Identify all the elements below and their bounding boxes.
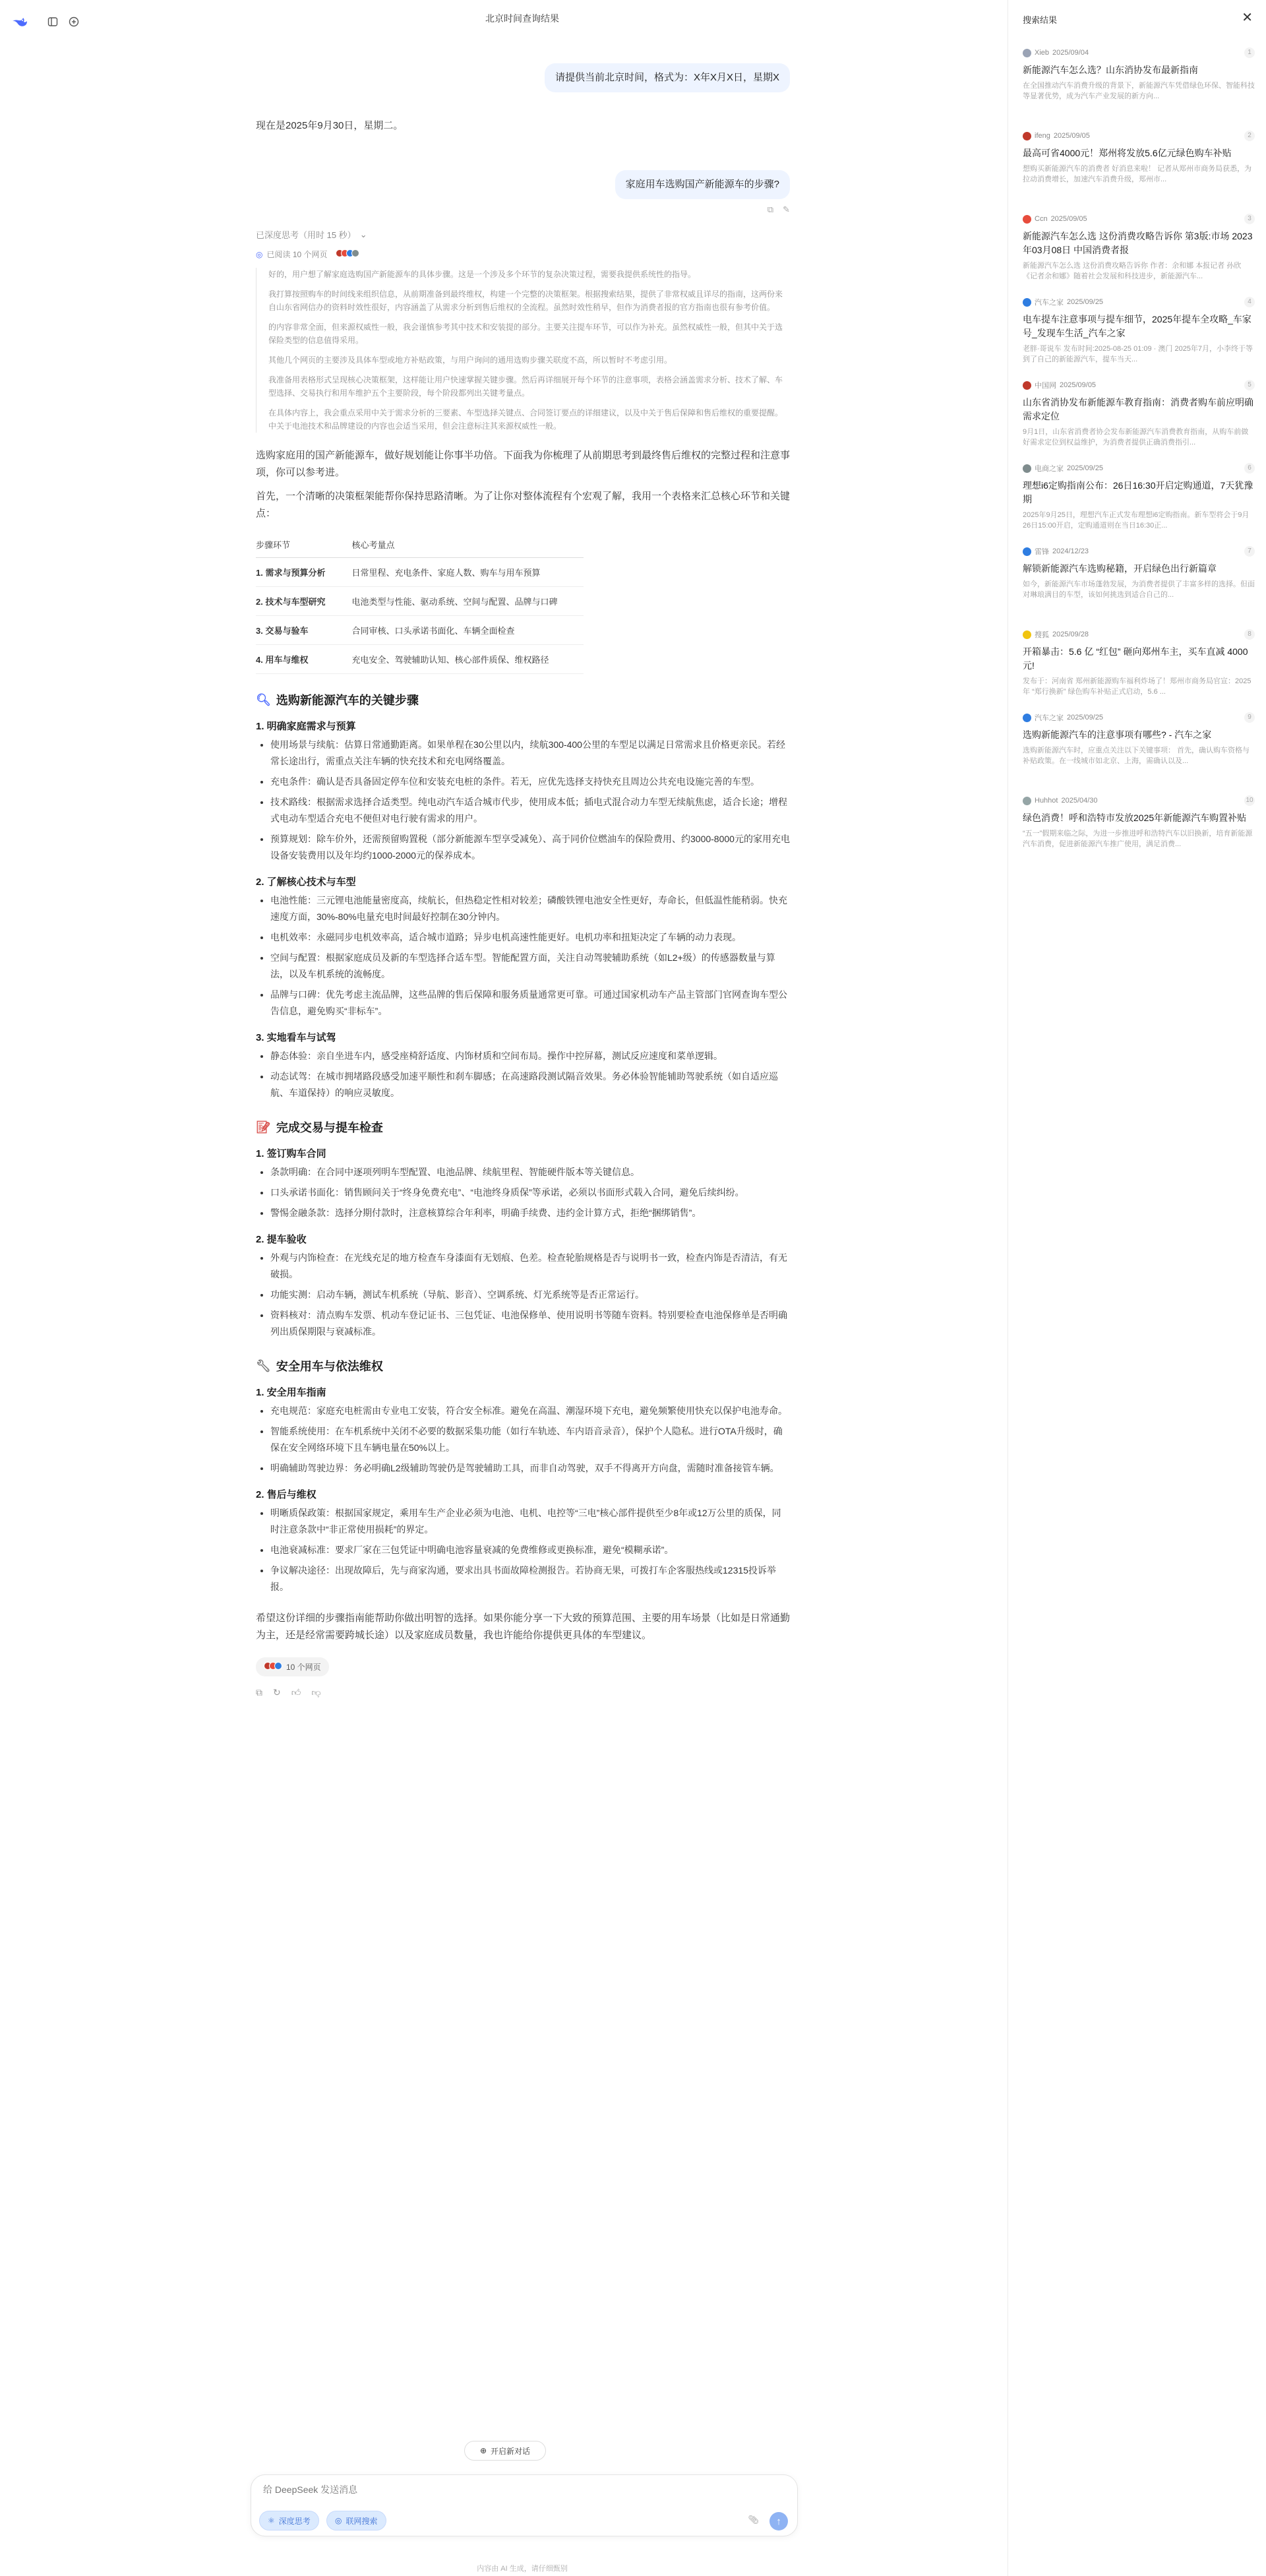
deepseek-logo-icon[interactable]: [11, 13, 29, 32]
subsection-heading: 2. 售后与维权: [256, 1489, 316, 1500]
search-result-item[interactable]: [1023, 380, 1255, 463]
list-item: • 功能实测：启动车辆，测试车机系统（导航、影音）、空调系统、灯光系统等是否正常运行。: [270, 1287, 790, 1303]
result-snippet: 在全国推动汽车消费升级的背景下，新能源汽车凭借绿色环保、智能科技等显著优势，成为汽车产业发展的新方向...: [1023, 82, 1255, 100]
arrow-up-icon: ↑: [776, 2515, 781, 2527]
bullet-list: [256, 1505, 790, 1595]
list-item: • 充电规范：家庭充电桩需由专业电工安装，符合安全标准。避免在高温、潮湿环境下充电，避免频繁使用快充以保护电池寿命。: [270, 1403, 790, 1419]
site-favicon-icon: [1023, 381, 1031, 390]
result-number: 7: [1244, 546, 1255, 557]
result-number: 1: [1244, 47, 1255, 58]
result-title[interactable]: 解锁新能源汽车选购秘籍，开启绿色出行新篇章: [1023, 563, 1217, 574]
section-title: 安全用车与依法维权: [276, 1360, 383, 1373]
list-item: • 电机效率：永磁同步电机效率高，适合城市道路；异步电机高速性能更好。电机功率和扭矩决定了车辆的动力表现。: [270, 929, 790, 946]
attach-icon[interactable]: 📎︎: [748, 2515, 759, 2525]
thumbs-down-icon[interactable]: 👎︎: [311, 1687, 321, 1698]
result-meta: [1023, 795, 1255, 806]
subsection-heading: 2. 了解核心技术与车型: [256, 876, 356, 888]
copy-icon[interactable]: ⧉: [256, 1687, 262, 1698]
result-date: 2025/09/25: [1067, 714, 1104, 721]
chat-main: [37, 0, 1008, 2576]
list-item: • 条款明确：在合同中逐项列明车型配置、电池品牌、续航里程、智能硬件版本等关键信息。: [270, 1164, 790, 1181]
sources-button[interactable]: [256, 1657, 329, 1676]
result-number: 10: [1244, 795, 1255, 806]
think-header-label: 已深度思考（用时 15 秒）: [256, 230, 356, 240]
globe-icon: ◎: [256, 249, 263, 259]
list-item: • 技术路线：根据需求选择合适类型。纯电动汽车适合城市代步，使用成本低；插电式混合动力车型无续航焦虑，适合长途；增程式电动车型适合充电不便但对电行驶有需求的用户。: [270, 794, 790, 827]
think-paragraph: 我准备用表格形式呈现核心决策框架，这样能让用户快速掌握关键步骤。然后再详细展开每个环节的注意事项，表格会涵盖需求分析、技术了解、车型选择、交易执行和用车维护五个主要阶段，每个阶段都列出关键考量点。: [268, 375, 783, 398]
result-source: 雷锋: [1035, 548, 1049, 556]
result-meta: [1023, 463, 1255, 474]
list-item: • 警惕金融条款：选择分期付款时，注意核算综合年利率，明确手续费、违约金计算方式，拒绝“捆绑销售”。: [270, 1205, 790, 1221]
search-result-item[interactable]: [1023, 795, 1255, 878]
ai-disclaimer: 内容由 AI 生成，请仔细甄别: [477, 2565, 568, 2573]
result-source: Ccn: [1035, 215, 1048, 223]
list-item: • 预算规划：除车价外，还需预留购置税（部分新能源车型享受减免）、高于同价位燃油车的保险费用、约3000-8000元的家用充电设备安装费用以及年均约1000-2000元的保养成本。: [270, 831, 790, 864]
new-chat-button[interactable]: [464, 2441, 546, 2461]
user-message: 家庭用车选购国产新能源车的步骤?: [615, 170, 790, 199]
list-item: • 静态体验：亲自坐进车内，感受座椅舒适度、内饰材质和空间布局。操作中控屏幕，测试反应速度和菜单逻辑。: [270, 1048, 790, 1064]
result-date: 2025/09/25: [1067, 298, 1104, 306]
result-source: Xieb: [1035, 49, 1050, 57]
result-date: 2025/04/30: [1061, 797, 1098, 805]
table-row: [256, 645, 584, 674]
result-meta: [1023, 214, 1255, 224]
search-result-item[interactable]: [1023, 214, 1255, 297]
user-message: 请提供当前北京时间，格式为：X年X月X日，星期X: [545, 63, 790, 92]
site-favicon-icon: [1023, 132, 1031, 140]
result-date: 2025/09/05: [1050, 215, 1087, 223]
list-item: • 动态试驾：在城市拥堵路段感受加速平顺性和刹车脚感；在高速路段测试隔音效果。务必体验智能辅助驾驶系统（如自适应巡航、车道保持）的响应灵敏度。: [270, 1068, 790, 1101]
result-title[interactable]: 最高可省4000元！郑州将发放5.6亿元绿色购车补贴: [1023, 148, 1232, 158]
subsection-heading: 1. 签订购车合同: [256, 1148, 326, 1159]
regenerate-icon[interactable]: ↻: [273, 1687, 281, 1698]
bullet-list: [256, 1048, 790, 1101]
result-title[interactable]: 新能源汽车怎么选？山东消协发布最新指南: [1023, 65, 1198, 75]
assistant-answer: 现在是2025年9月30日，星期二。: [256, 120, 404, 131]
result-source: 搜狐: [1035, 631, 1049, 639]
think-toggle[interactable]: [256, 228, 790, 241]
result-title[interactable]: 理想i6定购指南公布：26日16:30开启定购通道，7天犹豫期: [1023, 480, 1253, 505]
conversation: [256, 63, 790, 1698]
result-meta: [1023, 131, 1255, 141]
list-item: • 口头承诺书面化：销售顾问关于“终身免费充电”、“电池终身质保”等承诺，必须以书面形式载入合同，避免后续纠纷。: [270, 1184, 790, 1201]
search-result-item[interactable]: [1023, 131, 1255, 214]
table-row: [256, 587, 584, 616]
result-meta: [1023, 629, 1255, 640]
result-date: 2025/09/28: [1052, 630, 1089, 638]
table-row: [256, 616, 584, 645]
search-results-panel: [1008, 0, 1266, 2576]
search-result-item[interactable]: [1023, 463, 1255, 546]
result-number: 6: [1244, 463, 1255, 474]
bullet-list: [256, 1164, 790, 1221]
new-chat-label: 开启新对话: [491, 2446, 531, 2456]
site-favicon-icon: [1023, 49, 1031, 57]
list-item: • 资料核对：清点购车发票、机动车登记证书、三包凭证、电池保修单、使用说明书等随车资料。特别要检查电池保修单是否明确列出质保期限与衰减标准。: [270, 1307, 790, 1340]
subsection-heading: 1. 安全用车指南: [256, 1387, 326, 1398]
search-result-item[interactable]: [1023, 629, 1255, 712]
list-item: • 充电条件：确认是否具备固定停车位和安装充电桩的条件。若无，应优先选择支持快充且周边公共充电设施完善的车型。: [270, 774, 790, 790]
result-meta: [1023, 47, 1255, 58]
think-paragraph: 我打算按照购车的时间线来组织信息，从前期准备到最终维权，构建一个完整的决策框架。根据搜索结果，提供了非常权威且详尽的指南，这两份来自山东省网信办的资料时效性很好，内容涵盖了从需求分析到售后维权的全流程。虽然时效性稍早，但作为消费者报的官方指南也很有参考价值。: [268, 290, 783, 312]
sources-label: 10 个网页: [286, 1663, 321, 1672]
subsection-heading: 2. 提车验收: [256, 1234, 307, 1245]
list-item: • 空间与配置：根据家庭成员及新的车型选择合适车型。智能配置方面，关注自动驾驶辅助系统（如L2+级）的传感器数量与算法，以及车机系统的流畅度。: [270, 950, 790, 983]
page-title: 北京时间查询结果: [485, 13, 559, 24]
table-cell: 日常里程、充电条件、家庭人数、购车与用车预算: [351, 558, 584, 587]
section-title: 完成交易与提车检查: [276, 1121, 383, 1134]
chevron-down-icon: ⌄: [359, 229, 367, 239]
result-meta: [1023, 380, 1255, 390]
result-title[interactable]: 新能源汽车怎么选 这份消费攻略告诉你 第3版:市场 2023年03月08日 中国消费者报: [1023, 231, 1253, 255]
list-item: • 电池衰减标准：要求厂家在三包凭证中明确电池容量衰减的免费维修或更换标准，避免“模糊承诺”。: [270, 1542, 790, 1558]
result-source: ifeng: [1035, 132, 1050, 140]
message-actions: [256, 1687, 790, 1698]
site-favicon-icon: [1023, 547, 1031, 556]
site-favicon-icon: [1023, 797, 1031, 805]
section-heading: [256, 691, 790, 708]
closing-paragraph: 希望这份详细的步骤指南能帮助你做出明智的选择。如果你能分享一下大致的预算范围、主要的用车场景（比如是日常通勤为主，还是经常需要跨城长途）以及家庭成员数量，我也许能给你提供更具体的车型建议。: [256, 1612, 791, 1641]
search-result-item[interactable]: [1023, 297, 1255, 380]
result-source: 电商之家: [1035, 465, 1064, 473]
site-favicon-icon: [1023, 714, 1031, 722]
result-title[interactable]: 山东省消协发布新能源车教育指南：消费者购车前应明确需求定位: [1023, 397, 1253, 421]
result-snippet: 老胖·哥说车 发布时间:2025-08-25 01:09 · 澳门 2025年7月，小李终于等到了自己的新能源汽车，提车当天...: [1023, 345, 1253, 363]
section-heading: [256, 1357, 790, 1374]
copy-icon[interactable]: ⧉: [767, 204, 774, 214]
list-item: • 使用场景与续航：估算日常通勤距离。如果单程在30公里以内，续航300-400公里的车型足以满足日常需求且价格更亲民。若经常长途出行，需重点关注车辆的快充技术和充电网络覆盖。: [270, 737, 790, 770]
table-header: 步骤环节: [256, 532, 351, 558]
summary-table: [256, 532, 584, 674]
result-source: 中国网: [1035, 382, 1056, 390]
result-source: Huhhot: [1035, 797, 1058, 805]
list-item: • 品牌与口碑：优先考虑主流品牌，这些品牌的售后保障和服务质量通常更可靠。可通过国家机动车产品主管部门官网查询车型公告信息，避免购买“非标车”。: [270, 987, 790, 1020]
search-results-list: [1023, 47, 1255, 878]
thumbs-up-icon[interactable]: 👍︎: [291, 1687, 301, 1698]
chat-input-box: [251, 2474, 798, 2536]
result-date: 2025/09/05: [1060, 381, 1097, 389]
list-item: • 争议解决途径：出现故障后，先与商家沟通，要求出具书面故障检测报告。若协商无果，可拨打车企客服热线或12315投诉举报。: [270, 1562, 790, 1595]
result-title[interactable]: 选购新能源汽车的注意事项有哪些? - 汽车之家: [1023, 729, 1212, 740]
deep-think-label: 深度思考: [278, 2516, 311, 2526]
site-favicon-icon: [1023, 464, 1031, 473]
table-cell: 4. 用车与维权: [256, 645, 351, 674]
table-cell: 2. 技术与车型研究: [256, 587, 351, 616]
result-snippet: 如今，新能源汽车市场蓬勃发展，为消费者提供了丰富多样的选择。但面对琳琅满目的车型，该如何挑选到适合自己的...: [1023, 580, 1255, 599]
site-favicon-icon: [1023, 215, 1031, 224]
atom-icon: ⚛: [268, 2516, 275, 2525]
table-row: [256, 558, 584, 587]
result-source: 汽车之家: [1035, 714, 1064, 722]
result-title[interactable]: 绿色消费！呼和浩特市发放2025年新能源汽车购置补贴: [1023, 813, 1247, 823]
subsection-heading: 3. 实地看车与试驾: [256, 1032, 336, 1043]
search-result-item[interactable]: [1023, 47, 1255, 131]
result-number: 4: [1244, 297, 1255, 307]
list-item: • 明确辅助驾驶边界：务必明确L2级辅助驾驶仍是驾驶辅助工具，而非自动驾驶，双手不得离开方向盘，需随时准备接管车辆。: [270, 1460, 790, 1477]
think-paragraph: 在具体内容上，我会重点采用中关于需求分析的三要素、车型选择关键点、合同签订要点的详细建议，以及中关于售后保障和售后维权的重要提醒。中关于电池技术和品牌建设的内容也会适当采用，但会注意标注其来源权威性一般。: [268, 408, 783, 431]
result-snippet: 9月1日，山东省消费者协会发布新能源汽车消费教育指南，从购车前做好需求定位到权益维护，为消费者提供正确消费指引...: [1023, 428, 1249, 446]
bullet-list: [256, 1403, 790, 1477]
result-number: 3: [1244, 214, 1255, 224]
search-result-item[interactable]: [1023, 712, 1255, 795]
table-cell: 合同审核、口头承诺书面化、车辆全面检查: [351, 616, 584, 645]
answer-intro: 选购家庭用的国产新能源车，做好规划能让你事半功倍。下面我为你梳理了从前期思考到最终售后维权的完整过程和注意事项，你可以参考进。: [256, 450, 791, 478]
globe-icon: ◎: [335, 2516, 342, 2525]
result-date: 2025/09/04: [1052, 49, 1089, 57]
read-pages-label: 已阅读 10 个网页: [266, 250, 328, 259]
read-pages-row[interactable]: [256, 249, 790, 260]
bullet-list: [256, 892, 790, 1020]
icon-rail: [0, 0, 37, 2576]
table-header: 核心考量点: [351, 532, 584, 558]
list-item: • 外观与内饰检查：在光线充足的地方检查车身漆面有无划痕、色差。检查轮胎规格是否与说明书一致，检查内饰是否清洁，有无破损。: [270, 1250, 790, 1283]
result-meta: [1023, 546, 1255, 557]
bullet-list: [256, 1250, 790, 1340]
table-cell: 电池类型与性能、驱动系统、空间与配置、品牌与口碑: [351, 587, 584, 616]
web-search-toggle[interactable]: [326, 2511, 386, 2530]
think-paragraph: 好的，用户想了解家庭选购国产新能源车的具体步骤。这是一个涉及多个环节的复杂决策过程，需要我提供系统性的指导。: [268, 270, 696, 279]
result-snippet: 选购新能源汽车时，应重点关注以下关键事项： 首先，确认购车资格与补贴政策。在一线城市如北京、上海，需确认以及...: [1023, 747, 1250, 765]
close-icon[interactable]: ✕: [1242, 11, 1253, 25]
edit-icon[interactable]: ✎: [783, 204, 790, 214]
table-cell: 3. 交易与验车: [256, 616, 351, 645]
deep-think-toggle[interactable]: [259, 2511, 319, 2530]
source-favicons: [336, 249, 359, 259]
result-snippet: 发布于：河南省 郑州新能源购车福利炸场了！郑州市商务局官宣：2025 年 “郑行换新” 绿色购车补贴正式启动，5.6 ...: [1023, 677, 1251, 696]
result-snippet: 新能源汽车怎么选 这份消费攻略告诉你 作者：余和娜 本报记者 孙欣 《记者余和娜》随着社会发展和科技进步，新能源汽车...: [1023, 262, 1242, 280]
result-number: 9: [1244, 712, 1255, 723]
table-cell: 充电安全、驾驶辅助认知、核心部件质保、维权路径: [351, 645, 584, 674]
result-title[interactable]: 开箱暴击：5.6 亿 “红包” 砸向郑州车主，买车直减 4000 元!: [1023, 646, 1248, 671]
site-favicon-icon: [1023, 298, 1031, 307]
section-heading: [256, 1119, 790, 1136]
magnifier-icon: 🔍︎: [256, 692, 271, 706]
result-number: 2: [1244, 131, 1255, 141]
site-favicon-icon: [1023, 630, 1031, 639]
wrench-icon: 🔧︎: [256, 1359, 271, 1372]
memo-icon: 📝︎: [256, 1120, 271, 1134]
result-number: 5: [1244, 380, 1255, 390]
think-paragraph: 其他几个网页的主要涉及具体车型或地方补贴政策，与用户询问的通用选购步骤关联度不高，所以暂时不考虑引用。: [268, 355, 673, 365]
table-cell: 1. 需求与预算分析: [256, 558, 351, 587]
result-date: 2025/09/25: [1067, 464, 1104, 472]
result-number: 8: [1244, 629, 1255, 640]
think-paragraph: 的内容非常全面，但来源权威性一般，我会谨慎参考其中技术和安装提的部分。主要关注提车环节，可以作为补充。虽然权威性一般，但其中关于选保险类型的信息值得采用。: [268, 322, 783, 345]
bullet-list: [256, 737, 790, 864]
web-search-label: 联网搜索: [346, 2516, 378, 2526]
new-chat-icon: ⊕: [479, 2446, 487, 2455]
result-date: 2024/12/23: [1052, 547, 1089, 555]
search-result-item[interactable]: [1023, 546, 1255, 629]
send-button[interactable]: [769, 2512, 788, 2530]
answer-intro: 首先，一个清晰的决策框架能帮你保持思路清晰。为了让你对整体流程有个宏观了解，我用一个表格来汇总核心环节和关键点：: [256, 491, 791, 519]
user-message-actions: [256, 204, 790, 215]
result-snippet: “五一”假期来临之际，为进一步推进呼和浩特汽车以旧换新，培育新能源汽车消费，促进新能源汽车推广使用，满足消费...: [1023, 830, 1253, 848]
result-snippet: 2025年9月25日，理想汽车正式发布理想i6定购指南。新车型将会于9月26日15:00开启，定购通道则在当日16:30正...: [1023, 511, 1250, 530]
list-item: • 智能系统使用：在车机系统中关闭不必要的数据采集功能（如行车轨迹、车内语音录音），保护个人隐私。进行OTA升级时，确保在安全网络环境下且车辆电量在50%以上。: [270, 1423, 790, 1456]
list-item: • 电池性能：三元锂电池能量密度高，续航长，但热稳定性相对较差；磷酸铁锂电池安全性更好，寿命长，但低温性能稍弱。快充速度方面，30%-80%电量充电时间最好控制在30分钟内。: [270, 892, 790, 925]
result-meta: [1023, 297, 1255, 307]
message-input[interactable]: [263, 2484, 725, 2495]
result-meta: [1023, 712, 1255, 723]
subsection-heading: 1. 明确家庭需求与预算: [256, 721, 356, 732]
thinking-content: [256, 268, 790, 433]
section-title: 选购新能源汽车的关键步骤: [276, 694, 419, 707]
result-date: 2025/09/05: [1053, 132, 1090, 140]
panel-title: 搜索结果: [1023, 15, 1058, 25]
list-item: • 明晰质保政策：根据国家规定，乘用车生产企业必须为电池、电机、电控等“三电”核心部件提供至少8年或12万公里的质保，同时注意条款中“非正常使用损耗”的界定。: [270, 1505, 790, 1538]
result-source: 汽车之家: [1035, 299, 1064, 307]
source-favicons: [264, 1662, 282, 1672]
result-snippet: 想购买新能源汽车的消费者 好消息来啦！ 记者从郑州市商务局获悉，为拉动消费增长，加速汽车消费升级，郑州市...: [1023, 165, 1252, 183]
result-title[interactable]: 电车提车注意事项与提车细节，2025年提车全攻略_车家号_发现车生活_汽车之家: [1023, 314, 1251, 338]
